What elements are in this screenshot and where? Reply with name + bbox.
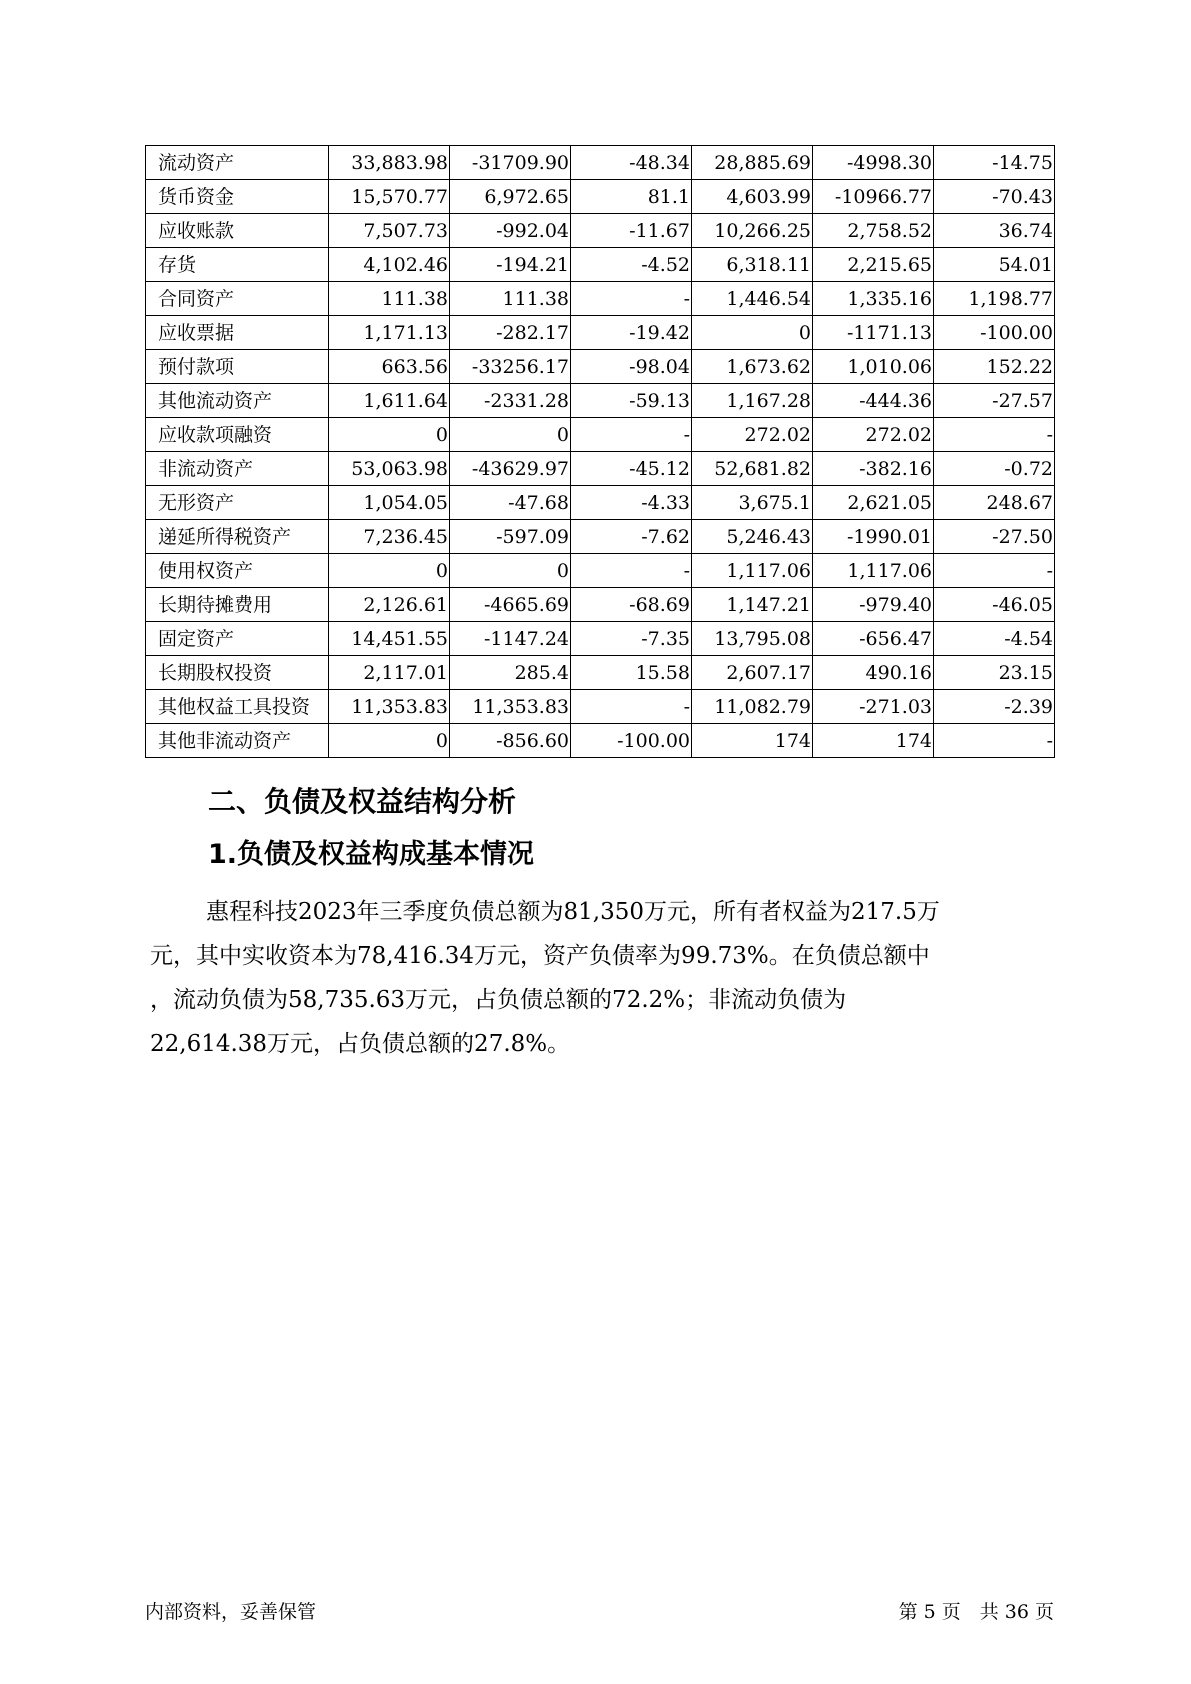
- row-label-cell: 货币资金: [146, 180, 329, 214]
- value-cell: -992.04: [450, 214, 571, 248]
- value-cell: -1171.13: [813, 316, 934, 350]
- value-cell: -282.17: [450, 316, 571, 350]
- value-cell: 174: [692, 724, 813, 758]
- value-cell: 2,758.52: [813, 214, 934, 248]
- table-row: [146, 180, 1055, 214]
- row-label-cell: 存货: [146, 248, 329, 282]
- value-cell: -45.12: [571, 452, 692, 486]
- value-cell: -31709.90: [450, 146, 571, 180]
- value-cell: 1,147.21: [692, 588, 813, 622]
- value-cell: -1147.24: [450, 622, 571, 656]
- row-label-cell: 流动资产: [146, 146, 329, 180]
- value-cell: -: [571, 690, 692, 724]
- value-cell: 28,885.69: [692, 146, 813, 180]
- value-cell: 1,446.54: [692, 282, 813, 316]
- value-cell: -444.36: [813, 384, 934, 418]
- value-cell: 15.58: [571, 656, 692, 690]
- footer-confidential-note: 内部资料，妥善保管: [145, 1601, 317, 1623]
- value-cell: 23.15: [934, 656, 1055, 690]
- value-cell: -1990.01: [813, 520, 934, 554]
- value-cell: 248.67: [934, 486, 1055, 520]
- value-cell: 52,681.82: [692, 452, 813, 486]
- value-cell: -46.05: [934, 588, 1055, 622]
- value-cell: 1,117.06: [692, 554, 813, 588]
- value-cell: 1,010.06: [813, 350, 934, 384]
- value-cell: -7.35: [571, 622, 692, 656]
- value-cell: -43629.97: [450, 452, 571, 486]
- table-row: [146, 248, 1055, 282]
- value-cell: 272.02: [692, 418, 813, 452]
- row-label-cell: 应收账款: [146, 214, 329, 248]
- table-row: [146, 622, 1055, 656]
- value-cell: -: [571, 554, 692, 588]
- row-label-cell: 应收款项融资: [146, 418, 329, 452]
- value-cell: -979.40: [813, 588, 934, 622]
- value-cell: 0: [450, 418, 571, 452]
- value-cell: 2,621.05: [813, 486, 934, 520]
- value-cell: 33,883.98: [329, 146, 450, 180]
- paragraph-line: 22,614.38万元，占负债总额的27.8%。: [150, 1031, 571, 1057]
- value-cell: -98.04: [571, 350, 692, 384]
- row-label-cell: 固定资产: [146, 622, 329, 656]
- value-cell: 1,054.05: [329, 486, 450, 520]
- table-row: [146, 452, 1055, 486]
- table-row: [146, 690, 1055, 724]
- row-label-cell: 递延所得税资产: [146, 520, 329, 554]
- footer-page-number: 第 5 页 共 36 页: [898, 1601, 1054, 1623]
- value-cell: -271.03: [813, 690, 934, 724]
- value-cell: 111.38: [329, 282, 450, 316]
- value-cell: -4.54: [934, 622, 1055, 656]
- row-label-cell: 预付款项: [146, 350, 329, 384]
- value-cell: -: [571, 282, 692, 316]
- value-cell: -100.00: [934, 316, 1055, 350]
- paragraph-line: 元，其中实收资本为78,416.34万元，资产负债率为99.73%。在负债总额中: [150, 943, 930, 969]
- value-cell: 663.56: [329, 350, 450, 384]
- value-cell: 0: [329, 418, 450, 452]
- table-row: [146, 520, 1055, 554]
- value-cell: 285.4: [450, 656, 571, 690]
- value-cell: -: [934, 418, 1055, 452]
- analysis-paragraph: [150, 890, 1065, 1066]
- value-cell: 1,117.06: [813, 554, 934, 588]
- value-cell: 15,570.77: [329, 180, 450, 214]
- value-cell: 53,063.98: [329, 452, 450, 486]
- value-cell: 1,167.28: [692, 384, 813, 418]
- value-cell: 2,126.61: [329, 588, 450, 622]
- table-row: [146, 146, 1055, 180]
- value-cell: -2.39: [934, 690, 1055, 724]
- value-cell: 2,215.65: [813, 248, 934, 282]
- section-heading: 二、负债及权益结构分析: [208, 785, 517, 818]
- table-row: [146, 418, 1055, 452]
- table-row: [146, 384, 1055, 418]
- value-cell: -4998.30: [813, 146, 934, 180]
- value-cell: -: [571, 418, 692, 452]
- table-row: [146, 282, 1055, 316]
- table-body: [146, 146, 1055, 758]
- value-cell: -48.34: [571, 146, 692, 180]
- value-cell: 6,972.65: [450, 180, 571, 214]
- value-cell: 10,266.25: [692, 214, 813, 248]
- value-cell: 6,318.11: [692, 248, 813, 282]
- value-cell: 1,198.77: [934, 282, 1055, 316]
- value-cell: -47.68: [450, 486, 571, 520]
- row-label-cell: 长期股权投资: [146, 656, 329, 690]
- value-cell: -: [934, 724, 1055, 758]
- value-cell: 2,117.01: [329, 656, 450, 690]
- value-cell: 11,082.79: [692, 690, 813, 724]
- table-row: [146, 350, 1055, 384]
- row-label-cell: 其他流动资产: [146, 384, 329, 418]
- value-cell: 11,353.83: [450, 690, 571, 724]
- row-label-cell: 应收票据: [146, 316, 329, 350]
- value-cell: 0: [692, 316, 813, 350]
- paragraph-line: 惠程科技2023年三季度负债总额为81,350万元，所有者权益为217.5万: [206, 899, 940, 925]
- table-row: [146, 724, 1055, 758]
- value-cell: 272.02: [813, 418, 934, 452]
- value-cell: 13,795.08: [692, 622, 813, 656]
- value-cell: -70.43: [934, 180, 1055, 214]
- asset-comparison-table: [145, 145, 1055, 758]
- value-cell: -27.50: [934, 520, 1055, 554]
- value-cell: -4665.69: [450, 588, 571, 622]
- table-row: [146, 588, 1055, 622]
- value-cell: 152.22: [934, 350, 1055, 384]
- value-cell: -0.72: [934, 452, 1055, 486]
- value-cell: 14,451.55: [329, 622, 450, 656]
- value-cell: 1,673.62: [692, 350, 813, 384]
- value-cell: 11,353.83: [329, 690, 450, 724]
- value-cell: -: [934, 554, 1055, 588]
- value-cell: -11.67: [571, 214, 692, 248]
- value-cell: 36.74: [934, 214, 1055, 248]
- value-cell: 0: [329, 554, 450, 588]
- row-label-cell: 其他非流动资产: [146, 724, 329, 758]
- value-cell: -27.57: [934, 384, 1055, 418]
- value-cell: -4.33: [571, 486, 692, 520]
- value-cell: -194.21: [450, 248, 571, 282]
- value-cell: 111.38: [450, 282, 571, 316]
- value-cell: 1,171.13: [329, 316, 450, 350]
- section-subheading: 1.负债及权益构成基本情况: [208, 839, 535, 870]
- value-cell: -4.52: [571, 248, 692, 282]
- value-cell: -68.69: [571, 588, 692, 622]
- value-cell: 0: [329, 724, 450, 758]
- value-cell: 81.1: [571, 180, 692, 214]
- value-cell: -59.13: [571, 384, 692, 418]
- row-label-cell: 无形资产: [146, 486, 329, 520]
- row-label-cell: 长期待摊费用: [146, 588, 329, 622]
- value-cell: -100.00: [571, 724, 692, 758]
- value-cell: 7,507.73: [329, 214, 450, 248]
- value-cell: 5,246.43: [692, 520, 813, 554]
- value-cell: 174: [813, 724, 934, 758]
- value-cell: 2,607.17: [692, 656, 813, 690]
- value-cell: -656.47: [813, 622, 934, 656]
- value-cell: -597.09: [450, 520, 571, 554]
- value-cell: -382.16: [813, 452, 934, 486]
- value-cell: 0: [450, 554, 571, 588]
- value-cell: -33256.17: [450, 350, 571, 384]
- row-label-cell: 其他权益工具投资: [146, 690, 329, 724]
- table-row: [146, 316, 1055, 350]
- value-cell: -10966.77: [813, 180, 934, 214]
- paragraph-line: ，流动负债为58,735.63万元，占负债总额的72.2%；非流动负债为: [150, 987, 847, 1013]
- value-cell: 4,102.46: [329, 248, 450, 282]
- value-cell: -19.42: [571, 316, 692, 350]
- value-cell: 1,611.64: [329, 384, 450, 418]
- row-label-cell: 非流动资产: [146, 452, 329, 486]
- value-cell: 4,603.99: [692, 180, 813, 214]
- value-cell: -856.60: [450, 724, 571, 758]
- value-cell: -7.62: [571, 520, 692, 554]
- table-row: [146, 486, 1055, 520]
- value-cell: 3,675.1: [692, 486, 813, 520]
- value-cell: -2331.28: [450, 384, 571, 418]
- value-cell: 7,236.45: [329, 520, 450, 554]
- value-cell: 54.01: [934, 248, 1055, 282]
- value-cell: 490.16: [813, 656, 934, 690]
- row-label-cell: 合同资产: [146, 282, 329, 316]
- value-cell: 1,335.16: [813, 282, 934, 316]
- row-label-cell: 使用权资产: [146, 554, 329, 588]
- table-row: [146, 656, 1055, 690]
- table-row: [146, 554, 1055, 588]
- value-cell: -14.75: [934, 146, 1055, 180]
- table-row: [146, 214, 1055, 248]
